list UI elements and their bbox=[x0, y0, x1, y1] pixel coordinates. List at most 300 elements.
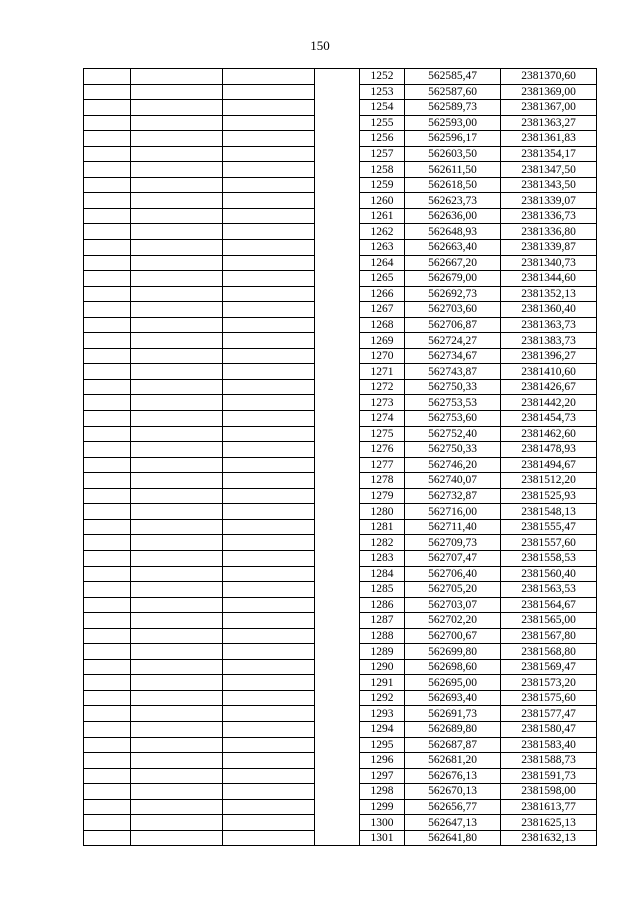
point-number-cell: 1255 bbox=[360, 115, 405, 131]
x-coordinate-cell: 562750,33 bbox=[405, 442, 501, 458]
empty-cell bbox=[223, 395, 315, 411]
y-coordinate-cell: 2381591,73 bbox=[501, 768, 597, 784]
x-coordinate-cell: 562667,20 bbox=[405, 255, 501, 271]
x-coordinate-cell: 562596,17 bbox=[405, 131, 501, 147]
x-coordinate-cell: 562585,47 bbox=[405, 69, 501, 85]
empty-cell bbox=[84, 830, 131, 846]
x-coordinate-cell: 562623,73 bbox=[405, 193, 501, 209]
empty-cell bbox=[131, 488, 223, 504]
empty-cell bbox=[223, 706, 315, 722]
empty-cell bbox=[223, 348, 315, 364]
point-number-cell: 1277 bbox=[360, 457, 405, 473]
empty-cell bbox=[223, 255, 315, 271]
empty-cell bbox=[131, 613, 223, 629]
y-coordinate-cell: 2381555,47 bbox=[501, 519, 597, 535]
page-number: 150 bbox=[310, 38, 330, 53]
empty-cell bbox=[84, 364, 131, 380]
empty-cell bbox=[223, 411, 315, 427]
empty-cell bbox=[84, 348, 131, 364]
empty-cell bbox=[84, 550, 131, 566]
point-number-cell: 1281 bbox=[360, 519, 405, 535]
y-coordinate-cell: 2381410,60 bbox=[501, 364, 597, 380]
empty-cell bbox=[84, 488, 131, 504]
point-number-cell: 1301 bbox=[360, 830, 405, 846]
empty-cell bbox=[131, 566, 223, 582]
x-coordinate-cell: 562706,40 bbox=[405, 566, 501, 582]
point-number-cell: 1285 bbox=[360, 582, 405, 598]
y-coordinate-cell: 2381340,73 bbox=[501, 255, 597, 271]
empty-cell bbox=[223, 721, 315, 737]
empty-cell bbox=[131, 442, 223, 458]
point-number-cell: 1293 bbox=[360, 706, 405, 722]
x-coordinate-cell: 562689,80 bbox=[405, 721, 501, 737]
empty-cell bbox=[223, 69, 315, 85]
x-coordinate-cell: 562732,87 bbox=[405, 488, 501, 504]
empty-cell bbox=[84, 768, 131, 784]
empty-cell bbox=[223, 100, 315, 116]
empty-cell bbox=[84, 504, 131, 520]
empty-cell bbox=[131, 659, 223, 675]
empty-cell bbox=[131, 535, 223, 551]
empty-cell bbox=[223, 753, 315, 769]
point-number-cell: 1300 bbox=[360, 815, 405, 831]
empty-cell bbox=[84, 317, 131, 333]
point-number-cell: 1268 bbox=[360, 317, 405, 333]
x-coordinate-cell: 562706,87 bbox=[405, 317, 501, 333]
x-coordinate-cell: 562753,53 bbox=[405, 395, 501, 411]
y-coordinate-cell: 2381512,20 bbox=[501, 473, 597, 489]
x-coordinate-cell: 562636,00 bbox=[405, 208, 501, 224]
y-coordinate-cell: 2381583,40 bbox=[501, 737, 597, 753]
point-number-cell: 1282 bbox=[360, 535, 405, 551]
empty-cell bbox=[131, 193, 223, 209]
empty-cell bbox=[223, 457, 315, 473]
point-number-cell: 1288 bbox=[360, 628, 405, 644]
point-number-cell: 1270 bbox=[360, 348, 405, 364]
empty-cell bbox=[84, 690, 131, 706]
empty-cell bbox=[223, 473, 315, 489]
coordinates-table bbox=[83, 68, 597, 846]
point-number-cell: 1264 bbox=[360, 255, 405, 271]
point-number-cell: 1265 bbox=[360, 271, 405, 287]
empty-cell bbox=[84, 69, 131, 85]
y-coordinate-cell: 2381354,17 bbox=[501, 146, 597, 162]
empty-cell bbox=[223, 784, 315, 800]
empty-cell bbox=[84, 286, 131, 302]
y-coordinate-cell: 2381339,07 bbox=[501, 193, 597, 209]
y-coordinate-cell: 2381478,93 bbox=[501, 442, 597, 458]
empty-cell bbox=[131, 364, 223, 380]
y-coordinate-cell: 2381525,93 bbox=[501, 488, 597, 504]
empty-cell bbox=[131, 473, 223, 489]
point-number-cell: 1260 bbox=[360, 193, 405, 209]
point-number-cell: 1267 bbox=[360, 302, 405, 318]
y-coordinate-cell: 2381577,47 bbox=[501, 706, 597, 722]
empty-cell bbox=[223, 550, 315, 566]
empty-cell bbox=[131, 162, 223, 178]
empty-cell bbox=[223, 333, 315, 349]
x-coordinate-cell: 562734,67 bbox=[405, 348, 501, 364]
empty-cell bbox=[223, 690, 315, 706]
x-coordinate-cell: 562687,87 bbox=[405, 737, 501, 753]
point-number-cell: 1292 bbox=[360, 690, 405, 706]
empty-cell bbox=[223, 162, 315, 178]
point-number-cell: 1291 bbox=[360, 675, 405, 691]
y-coordinate-cell: 2381569,47 bbox=[501, 659, 597, 675]
empty-cell bbox=[223, 768, 315, 784]
empty-cell bbox=[131, 271, 223, 287]
empty-cell bbox=[223, 535, 315, 551]
x-coordinate-cell: 562603,50 bbox=[405, 146, 501, 162]
empty-cell bbox=[223, 799, 315, 815]
empty-cell bbox=[84, 784, 131, 800]
x-coordinate-cell: 562753,60 bbox=[405, 411, 501, 427]
y-coordinate-cell: 2381352,13 bbox=[501, 286, 597, 302]
x-coordinate-cell: 562593,00 bbox=[405, 115, 501, 131]
empty-cell bbox=[84, 582, 131, 598]
point-number-cell: 1283 bbox=[360, 550, 405, 566]
empty-cell bbox=[84, 302, 131, 318]
y-coordinate-cell: 2381367,00 bbox=[501, 100, 597, 116]
empty-cell bbox=[131, 690, 223, 706]
x-coordinate-cell: 562681,20 bbox=[405, 753, 501, 769]
empty-cell bbox=[223, 659, 315, 675]
empty-cell bbox=[131, 628, 223, 644]
x-coordinate-cell: 562611,50 bbox=[405, 162, 501, 178]
empty-cell bbox=[131, 348, 223, 364]
x-coordinate-cell: 562695,00 bbox=[405, 675, 501, 691]
empty-cell bbox=[131, 799, 223, 815]
y-coordinate-cell: 2381567,80 bbox=[501, 628, 597, 644]
point-number-cell: 1271 bbox=[360, 364, 405, 380]
x-coordinate-cell: 562711,40 bbox=[405, 519, 501, 535]
empty-cell bbox=[84, 193, 131, 209]
y-coordinate-cell: 2381426,67 bbox=[501, 379, 597, 395]
empty-cell bbox=[131, 379, 223, 395]
empty-cell bbox=[223, 504, 315, 520]
empty-cell bbox=[223, 442, 315, 458]
y-coordinate-cell: 2381557,60 bbox=[501, 535, 597, 551]
empty-cell bbox=[84, 162, 131, 178]
empty-cell bbox=[131, 830, 223, 846]
empty-cell bbox=[84, 597, 131, 613]
y-coordinate-cell: 2381558,53 bbox=[501, 550, 597, 566]
coordinates-table-body bbox=[84, 69, 597, 846]
y-coordinate-cell: 2381462,60 bbox=[501, 426, 597, 442]
y-coordinate-cell: 2381347,50 bbox=[501, 162, 597, 178]
empty-cell bbox=[84, 737, 131, 753]
x-coordinate-cell: 562691,73 bbox=[405, 706, 501, 722]
empty-cell bbox=[84, 208, 131, 224]
point-number-cell: 1254 bbox=[360, 100, 405, 116]
y-coordinate-cell: 2381396,27 bbox=[501, 348, 597, 364]
x-coordinate-cell: 562703,07 bbox=[405, 597, 501, 613]
empty-cell bbox=[223, 675, 315, 691]
empty-cell bbox=[131, 644, 223, 660]
empty-cell bbox=[223, 224, 315, 240]
point-number-cell: 1257 bbox=[360, 146, 405, 162]
empty-cell bbox=[84, 146, 131, 162]
empty-cell bbox=[223, 597, 315, 613]
empty-cell bbox=[131, 457, 223, 473]
point-number-cell: 1274 bbox=[360, 411, 405, 427]
empty-cell bbox=[131, 550, 223, 566]
empty-cell bbox=[223, 146, 315, 162]
y-coordinate-cell: 2381336,73 bbox=[501, 208, 597, 224]
empty-cell bbox=[131, 582, 223, 598]
empty-cell bbox=[223, 815, 315, 831]
empty-cell bbox=[223, 582, 315, 598]
empty-cell bbox=[131, 100, 223, 116]
point-number-cell: 1272 bbox=[360, 379, 405, 395]
point-number-cell: 1253 bbox=[360, 84, 405, 100]
x-coordinate-cell: 562648,93 bbox=[405, 224, 501, 240]
y-coordinate-cell: 2381336,80 bbox=[501, 224, 597, 240]
y-coordinate-cell: 2381588,73 bbox=[501, 753, 597, 769]
y-coordinate-cell: 2381370,60 bbox=[501, 69, 597, 85]
point-number-cell: 1294 bbox=[360, 721, 405, 737]
empty-cell bbox=[84, 100, 131, 116]
point-number-cell: 1256 bbox=[360, 131, 405, 147]
empty-cell bbox=[223, 240, 315, 256]
x-coordinate-cell: 562703,60 bbox=[405, 302, 501, 318]
empty-cell bbox=[223, 379, 315, 395]
y-coordinate-cell: 2381625,13 bbox=[501, 815, 597, 831]
empty-cell bbox=[84, 131, 131, 147]
empty-cell bbox=[223, 628, 315, 644]
empty-cell bbox=[223, 271, 315, 287]
x-coordinate-cell: 562707,47 bbox=[405, 550, 501, 566]
empty-cell bbox=[223, 302, 315, 318]
empty-cell bbox=[131, 255, 223, 271]
empty-cell bbox=[131, 815, 223, 831]
empty-cell bbox=[131, 302, 223, 318]
x-coordinate-cell: 562589,73 bbox=[405, 100, 501, 116]
empty-cell bbox=[223, 84, 315, 100]
empty-cell bbox=[84, 519, 131, 535]
empty-cell bbox=[223, 286, 315, 302]
y-coordinate-cell: 2381565,00 bbox=[501, 613, 597, 629]
x-coordinate-cell: 562670,13 bbox=[405, 784, 501, 800]
empty-cell bbox=[223, 737, 315, 753]
point-number-cell: 1259 bbox=[360, 177, 405, 193]
empty-cell bbox=[223, 317, 315, 333]
empty-cell bbox=[131, 597, 223, 613]
empty-cell bbox=[131, 84, 223, 100]
point-number-cell: 1276 bbox=[360, 442, 405, 458]
y-coordinate-cell: 2381369,00 bbox=[501, 84, 597, 100]
x-coordinate-cell: 562641,80 bbox=[405, 830, 501, 846]
empty-cell bbox=[131, 426, 223, 442]
empty-cell bbox=[84, 333, 131, 349]
x-coordinate-cell: 562698,60 bbox=[405, 659, 501, 675]
point-number-cell: 1275 bbox=[360, 426, 405, 442]
y-coordinate-cell: 2381360,40 bbox=[501, 302, 597, 318]
empty-cell bbox=[223, 131, 315, 147]
y-coordinate-cell: 2381632,13 bbox=[501, 830, 597, 846]
empty-cell bbox=[131, 784, 223, 800]
empty-cell bbox=[131, 768, 223, 784]
x-coordinate-cell: 562750,33 bbox=[405, 379, 501, 395]
empty-cell bbox=[131, 224, 223, 240]
point-number-cell: 1252 bbox=[360, 69, 405, 85]
empty-cell bbox=[84, 224, 131, 240]
empty-cell bbox=[84, 379, 131, 395]
y-coordinate-cell: 2381575,60 bbox=[501, 690, 597, 706]
point-number-cell: 1278 bbox=[360, 473, 405, 489]
point-number-cell: 1298 bbox=[360, 784, 405, 800]
empty-cell bbox=[84, 675, 131, 691]
x-coordinate-cell: 562752,40 bbox=[405, 426, 501, 442]
empty-cell bbox=[131, 753, 223, 769]
y-coordinate-cell: 2381564,67 bbox=[501, 597, 597, 613]
x-coordinate-cell: 562705,20 bbox=[405, 582, 501, 598]
x-coordinate-cell: 562618,50 bbox=[405, 177, 501, 193]
empty-cell bbox=[131, 706, 223, 722]
empty-cell bbox=[84, 753, 131, 769]
empty-cell bbox=[84, 411, 131, 427]
y-coordinate-cell: 2381343,50 bbox=[501, 177, 597, 193]
point-number-cell: 1279 bbox=[360, 488, 405, 504]
point-number-cell: 1297 bbox=[360, 768, 405, 784]
merged-empty-cell bbox=[315, 69, 360, 846]
x-coordinate-cell: 562716,00 bbox=[405, 504, 501, 520]
empty-cell bbox=[84, 799, 131, 815]
y-coordinate-cell: 2381383,73 bbox=[501, 333, 597, 349]
empty-cell bbox=[84, 473, 131, 489]
empty-cell bbox=[84, 706, 131, 722]
point-number-cell: 1263 bbox=[360, 240, 405, 256]
x-coordinate-cell: 562702,20 bbox=[405, 613, 501, 629]
x-coordinate-cell: 562663,40 bbox=[405, 240, 501, 256]
y-coordinate-cell: 2381361,83 bbox=[501, 131, 597, 147]
y-coordinate-cell: 2381573,20 bbox=[501, 675, 597, 691]
empty-cell bbox=[131, 208, 223, 224]
empty-cell bbox=[223, 613, 315, 629]
empty-cell bbox=[131, 737, 223, 753]
point-number-cell: 1269 bbox=[360, 333, 405, 349]
point-number-cell: 1286 bbox=[360, 597, 405, 613]
empty-cell bbox=[131, 519, 223, 535]
empty-cell bbox=[84, 395, 131, 411]
x-coordinate-cell: 562676,13 bbox=[405, 768, 501, 784]
y-coordinate-cell: 2381494,67 bbox=[501, 457, 597, 473]
point-number-cell: 1287 bbox=[360, 613, 405, 629]
empty-cell bbox=[223, 519, 315, 535]
y-coordinate-cell: 2381560,40 bbox=[501, 566, 597, 582]
y-coordinate-cell: 2381344,60 bbox=[501, 271, 597, 287]
empty-cell bbox=[84, 457, 131, 473]
y-coordinate-cell: 2381363,73 bbox=[501, 317, 597, 333]
empty-cell bbox=[223, 426, 315, 442]
point-number-cell: 1295 bbox=[360, 737, 405, 753]
empty-cell bbox=[84, 613, 131, 629]
point-number-cell: 1289 bbox=[360, 644, 405, 660]
empty-cell bbox=[131, 286, 223, 302]
empty-cell bbox=[131, 69, 223, 85]
empty-cell bbox=[131, 411, 223, 427]
point-number-cell: 1261 bbox=[360, 208, 405, 224]
table-row bbox=[84, 69, 597, 85]
empty-cell bbox=[131, 333, 223, 349]
y-coordinate-cell: 2381339,87 bbox=[501, 240, 597, 256]
y-coordinate-cell: 2381548,13 bbox=[501, 504, 597, 520]
empty-cell bbox=[84, 566, 131, 582]
empty-cell bbox=[131, 721, 223, 737]
empty-cell bbox=[84, 115, 131, 131]
y-coordinate-cell: 2381454,73 bbox=[501, 411, 597, 427]
empty-cell bbox=[131, 675, 223, 691]
y-coordinate-cell: 2381613,77 bbox=[501, 799, 597, 815]
point-number-cell: 1284 bbox=[360, 566, 405, 582]
empty-cell bbox=[84, 644, 131, 660]
empty-cell bbox=[84, 815, 131, 831]
y-coordinate-cell: 2381568,80 bbox=[501, 644, 597, 660]
empty-cell bbox=[84, 628, 131, 644]
x-coordinate-cell: 562699,80 bbox=[405, 644, 501, 660]
empty-cell bbox=[223, 566, 315, 582]
empty-cell bbox=[84, 177, 131, 193]
empty-cell bbox=[84, 255, 131, 271]
empty-cell bbox=[84, 535, 131, 551]
empty-cell bbox=[84, 271, 131, 287]
x-coordinate-cell: 562746,20 bbox=[405, 457, 501, 473]
x-coordinate-cell: 562724,27 bbox=[405, 333, 501, 349]
x-coordinate-cell: 562656,77 bbox=[405, 799, 501, 815]
empty-cell bbox=[131, 317, 223, 333]
point-number-cell: 1262 bbox=[360, 224, 405, 240]
x-coordinate-cell: 562679,00 bbox=[405, 271, 501, 287]
empty-cell bbox=[223, 488, 315, 504]
point-number-cell: 1258 bbox=[360, 162, 405, 178]
empty-cell bbox=[131, 240, 223, 256]
y-coordinate-cell: 2381442,20 bbox=[501, 395, 597, 411]
point-number-cell: 1299 bbox=[360, 799, 405, 815]
empty-cell bbox=[131, 115, 223, 131]
empty-cell bbox=[131, 146, 223, 162]
x-coordinate-cell: 562709,73 bbox=[405, 535, 501, 551]
y-coordinate-cell: 2381580,47 bbox=[501, 721, 597, 737]
empty-cell bbox=[84, 442, 131, 458]
x-coordinate-cell: 562740,07 bbox=[405, 473, 501, 489]
x-coordinate-cell: 562743,87 bbox=[405, 364, 501, 380]
empty-cell bbox=[131, 177, 223, 193]
empty-cell bbox=[131, 131, 223, 147]
x-coordinate-cell: 562587,60 bbox=[405, 84, 501, 100]
x-coordinate-cell: 562692,73 bbox=[405, 286, 501, 302]
empty-cell bbox=[131, 395, 223, 411]
empty-cell bbox=[223, 364, 315, 380]
empty-cell bbox=[84, 240, 131, 256]
empty-cell bbox=[223, 644, 315, 660]
empty-cell bbox=[131, 504, 223, 520]
empty-cell bbox=[223, 208, 315, 224]
y-coordinate-cell: 2381563,53 bbox=[501, 582, 597, 598]
x-coordinate-cell: 562700,67 bbox=[405, 628, 501, 644]
y-coordinate-cell: 2381598,00 bbox=[501, 784, 597, 800]
point-number-cell: 1290 bbox=[360, 659, 405, 675]
empty-cell bbox=[84, 659, 131, 675]
y-coordinate-cell: 2381363,27 bbox=[501, 115, 597, 131]
empty-cell bbox=[84, 721, 131, 737]
point-number-cell: 1280 bbox=[360, 504, 405, 520]
point-number-cell: 1266 bbox=[360, 286, 405, 302]
empty-cell bbox=[84, 426, 131, 442]
empty-cell bbox=[223, 177, 315, 193]
point-number-cell: 1296 bbox=[360, 753, 405, 769]
point-number-cell: 1273 bbox=[360, 395, 405, 411]
empty-cell bbox=[223, 830, 315, 846]
